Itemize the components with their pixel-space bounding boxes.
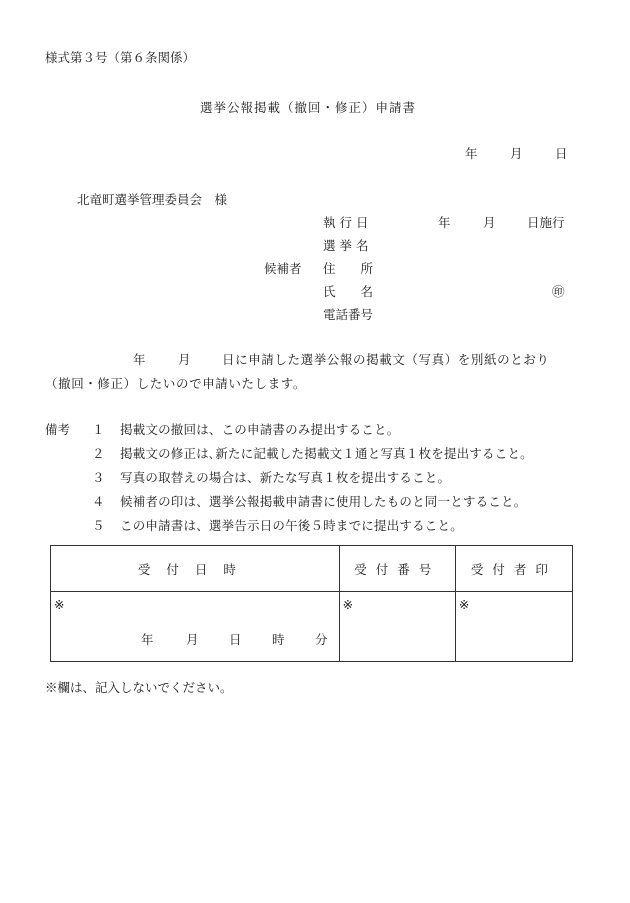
note-item (92, 516, 463, 534)
office-use-mark: ※ (54, 597, 65, 612)
note-text: 候補者の印は、選挙公報掲載申請書に使用したものと同一とすること。 (120, 494, 527, 509)
date-year: 年 (465, 146, 478, 161)
note-number: ５ (92, 518, 105, 533)
received-datetime-cell (51, 592, 340, 662)
note-number: ２ (92, 446, 105, 461)
phone-label: 電話番号 (323, 307, 374, 322)
dt-hour: 時 (272, 632, 285, 647)
body-month: 月 (178, 352, 191, 367)
dt-month: 月 (186, 632, 199, 647)
receipt-number-cell (339, 592, 455, 662)
note-number: １ (92, 422, 105, 437)
address-label: 住 所 (323, 261, 374, 276)
name-label: 氏 名 (323, 284, 374, 299)
dt-minute: 分 (315, 632, 328, 647)
note-text: 掲載文の修正は､新たに記載した掲載文１通と写真１枚を提出すること。 (120, 446, 533, 461)
election-name-label: 選 挙 名 (323, 238, 369, 253)
note-item (92, 444, 533, 462)
footnote: ※欄は、記入しないでください。 (45, 680, 233, 695)
election-date-day: 日施行 (527, 215, 565, 230)
seal-mark: ㊞ (552, 284, 565, 299)
body-year: 年 (133, 352, 146, 367)
office-use-mark: ※ (458, 597, 470, 612)
body-text-line2: （撤回・修正）したいので申請いたします。 (45, 376, 307, 391)
dt-day: 日 (229, 632, 242, 647)
date-day: 日 (555, 146, 568, 161)
receiver-seal-cell (455, 592, 572, 662)
header-receipt-number: 受付番号 (339, 546, 455, 592)
election-date-year: 年 (438, 215, 451, 230)
election-date-label: 執 行 日 (323, 215, 369, 230)
header-receiver-seal: 受付者印 (455, 546, 572, 592)
body-text-line1: 日に申請した選挙公報の掲載文（写真）を別紙のとおり (222, 352, 550, 367)
notes-label: 備考 (45, 422, 71, 437)
document-title: 選挙公報掲載（撤回・修正）申請書 (200, 100, 417, 115)
note-number: ３ (92, 470, 105, 485)
note-text: 写真の取替えの場合は、新たな写真１枚を提出すること。 (120, 470, 451, 485)
date-month: 月 (510, 146, 523, 161)
note-number: ４ (92, 494, 105, 509)
note-item (92, 420, 399, 438)
candidate-label: 候補者 (264, 261, 302, 276)
office-use-mark: ※ (342, 597, 354, 612)
note-text: この申請書は、選挙告示日の午後５時までに提出すること。 (120, 518, 463, 533)
election-date-month: 月 (483, 215, 496, 230)
reception-table (50, 545, 573, 662)
note-item (92, 468, 450, 486)
form-number: 様式第３号（第６条関係） (45, 50, 196, 65)
note-item (92, 492, 526, 510)
dt-year: 年 (141, 632, 154, 647)
header-received-datetime: 受付日時 (51, 546, 340, 592)
note-text: 掲載文の撤回は、この申請書のみ提出すること。 (120, 422, 400, 437)
addressee: 北竜町選挙管理委員会 様 (77, 192, 228, 207)
